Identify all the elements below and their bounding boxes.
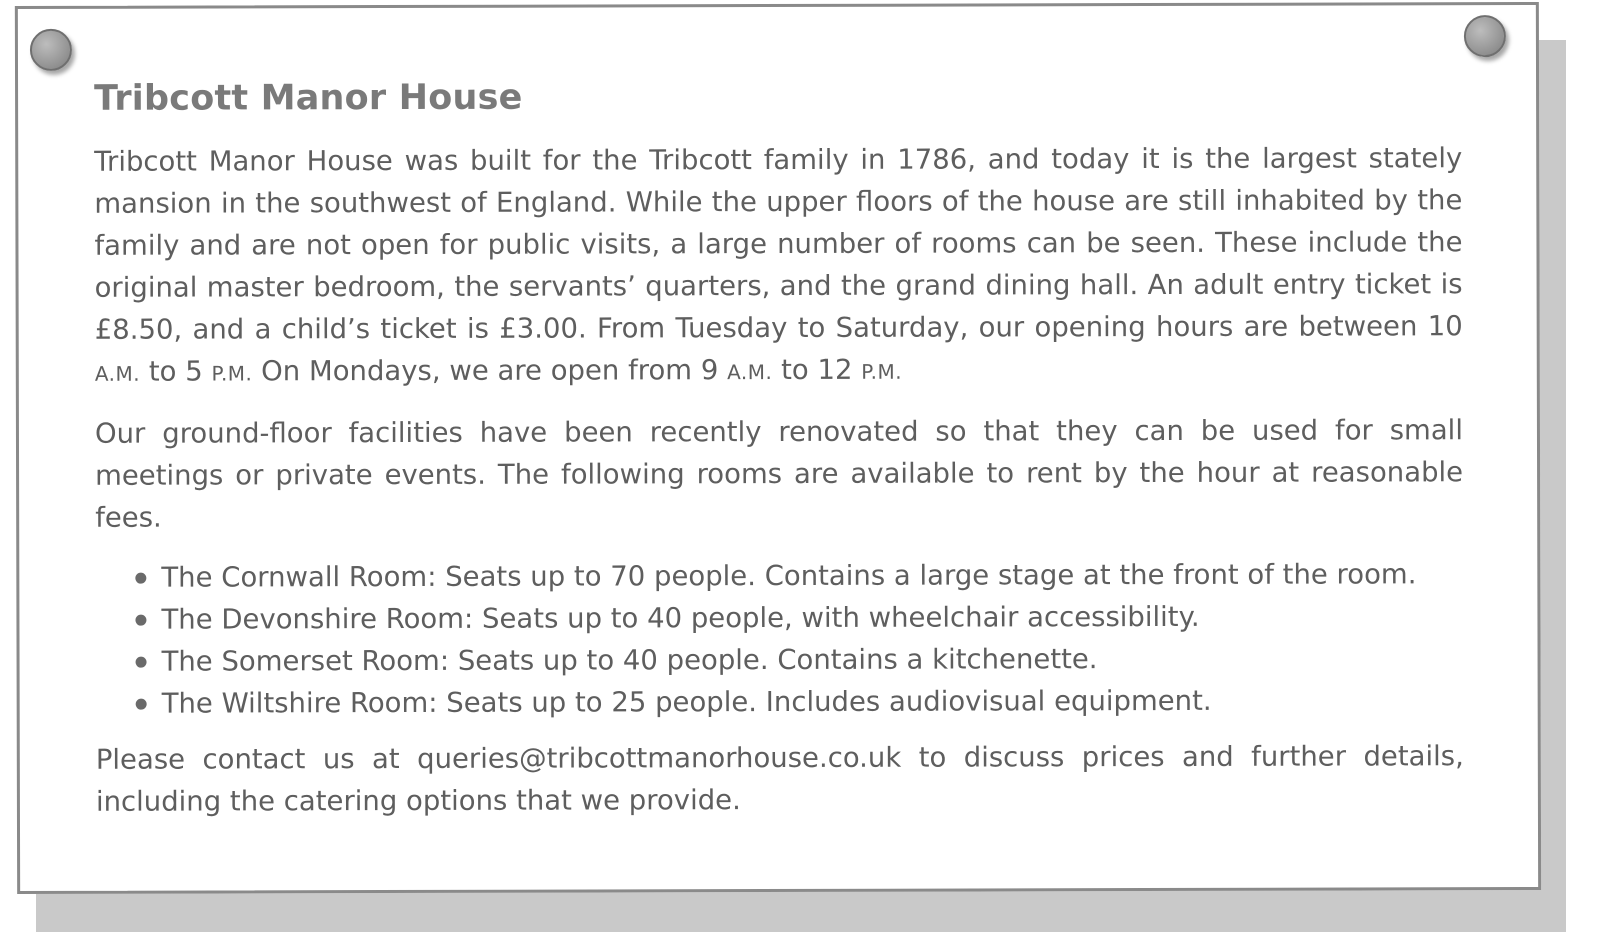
notice-content: [94, 75, 1464, 841]
monday-closing-text: to 12: [781, 353, 853, 386]
intro-paragraph: [94, 137, 1463, 395]
bullet-dot-icon: [136, 699, 147, 710]
rooms-list: [135, 553, 1463, 724]
notice-title: Tribcott Manor House: [94, 77, 523, 119]
monday-hours-text: On Mondays, we are open from 9: [261, 354, 719, 388]
am-marker: A.M.: [94, 361, 141, 386]
facilities-paragraph: Our ground-floor facilities have been recently renovated so that they can be used for small meetings or private events. The following rooms are available to rent by the hour at reasonable fees.: [94, 414, 1464, 534]
bullet-dot-icon: [136, 657, 147, 668]
list-item: [135, 553, 1463, 598]
intro-text: Tribcott Manor House was built for the Tribcott family in 1786, and today it is the largest stately mansion in the southwest of England. While the upper floors of the house are still inhabited by the family and are not open for public visits, a large number of rooms can be seen. These include the original master bedroom, the servants’ quarters, and the grand dining hall. An adult entry ticket is £8.50, and a child’s ticket is £3.00. From Tuesday to Saturday, our opening hours are between 10: [94, 142, 1463, 346]
closing-hour-text: to 5: [148, 355, 203, 388]
list-item: [136, 637, 1464, 682]
bullet-dot-icon: [135, 615, 146, 626]
list-item: [135, 595, 1463, 640]
contact-paragraph: Please contact us at queries@tribcottmanorhouse.co.uk to discuss prices and further details, including the catering options that we provide.: [95, 740, 1464, 818]
bullet-dot-icon: [135, 573, 146, 584]
am-marker: A.M.: [727, 360, 773, 385]
list-item: [136, 679, 1464, 724]
room-text: The Wiltshire Room: Seats up to 25 people. Includes audiovisual equipment.: [161, 684, 1212, 720]
notice-card: [15, 2, 1541, 894]
room-text: The Somerset Room: Seats up to 40 people. Contains a kitchenette.: [161, 643, 1098, 678]
pm-marker: P.M.: [211, 361, 253, 386]
room-text: The Cornwall Room: Seats up to 70 people. Contains a large stage at the front of the room.: [161, 558, 1417, 594]
pushpin-icon: [30, 29, 72, 71]
pushpin-icon: [1464, 15, 1506, 57]
pm-marker: P.M.: [861, 359, 903, 384]
room-text: The Devonshire Room: Seats up to 40 people, with wheelchair accessibility.: [161, 600, 1200, 636]
